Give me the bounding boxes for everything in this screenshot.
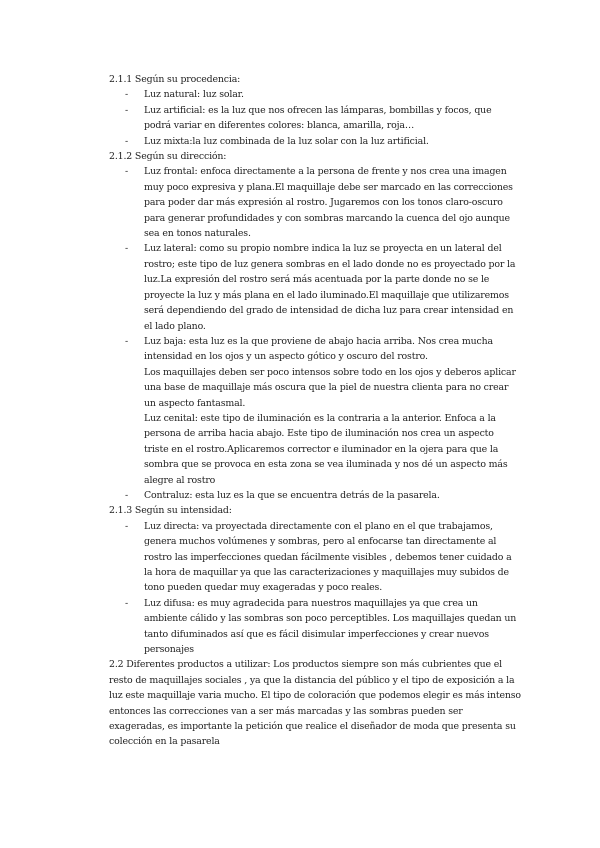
list-item <box>109 519 521 596</box>
list-item <box>109 134 521 149</box>
item-text-continued: Los maquillajes deben ser poco intensos sobre todo en los ojos y deberos aplicar una base de maquillaje más oscura que la piel de nuestra clienta para no crear un aspecto fantasmal. <box>144 366 516 409</box>
list-item <box>109 164 521 241</box>
section-heading-direccion: 2.1.2 Según su dirección: <box>109 151 227 163</box>
item-text: Luz lateral: como su propio nombre indica la luz se proyecta en un lateral del rostro; este tipo de luz genera sombras en el lado donde no es proyectado por la luz.La expresión del rostro será más acentuada por la parte donde no se le proyecte la luz y más plana en el lado iluminado.El maquillaje que utilizaremos será dependiendo del grado de intensidad de dicha luz para crear intensidad en el lado plano. <box>144 243 516 332</box>
item-text: Luz artificial: es la luz que nos ofrecen las lámparas, bombillas y focos, que podrá variar en diferentes colores: blanca, amarilla, roja… <box>144 104 492 132</box>
section-heading-procedencia: 2.1.1 Según su procedencia: <box>109 74 241 85</box>
bullet-dash: - <box>125 489 129 501</box>
item-text: Luz frontal: enfoca directamente a la persona de frente y nos crea una imagen muy poco expresiva y plana.El maquillaje debe ser marcado en las correcciones para poder dar más expresión al rostro. Jugaremos con los tonos claro-oscuro para generar profundidades y con sombras marcando la cuenca del ojo aunque sea en tonos naturales. <box>144 166 513 240</box>
bullet-dash: - <box>125 135 129 147</box>
item-text: Contraluz: esta luz es la que se encuentra detrás de la pasarela. <box>144 489 440 501</box>
item-text: Luz mixta:la luz combinada de la luz solar con la luz artificial. <box>144 135 429 147</box>
bullet-dash: - <box>125 597 129 609</box>
list-intensidad <box>109 519 521 658</box>
list-item <box>109 87 521 102</box>
list-procedencia <box>109 87 521 149</box>
bullet-dash: - <box>125 520 129 532</box>
item-text: Luz baja: esta luz es la que proviene de abajo hacia arriba. Nos crea mucha intensidad en los ojos y un aspecto gótico y oscuro del rostro. <box>144 335 493 363</box>
list-item <box>109 103 521 134</box>
list-item <box>109 488 521 503</box>
section-heading-intensidad: 2.1.3 Según su intensidad: <box>109 505 232 517</box>
item-text-cenital: Luz cenital: este tipo de iluminación es la contraria a la anterior. Enfoca a la persona de arriba hacia abajo. Este tipo de iluminación nos crea un aspecto triste en el rostro.Aplicaremos corrector e iluminador en la ojera para que la sombra que se provoca en esta zona se vea iluminada y nos dé un aspecto más alegre al rostro <box>144 412 508 486</box>
item-text: Luz difusa: es muy agradecida para nuestros maquillajes ya que crea un ambiente cálido y las sombras son poco perceptibles. Los maquillajes quedan un tanto difuminados así que es fácil disimular imperfecciones y crear nuevos personajes <box>144 597 517 656</box>
bullet-dash: - <box>125 335 129 347</box>
bullet-dash: - <box>125 89 129 101</box>
bullet-dash: - <box>125 104 129 116</box>
bullet-dash: - <box>125 243 129 255</box>
list-item <box>109 334 521 488</box>
item-text: Luz directa: va proyectada directamente con el plano en el que trabajamos, genera muchos volúmenes y sombras, pero al enfocarse tan directamente al rostro las imperfecciones quedan fácilmente visibles , debemos tener cuidado a la hora de maquillar ya que las caracterizaciones y maquillajes muy subidos de tono pueden quedar muy exageradas y poco reales. <box>144 520 512 594</box>
closing-paragraph: 2.2 Diferentes productos a utilizar: Los productos siempre son más cubrientes que el resto de maquillajes sociales , ya que la distancia del público y el tipo de exposición a la luz este maquillaje varia mucho. El tipo de coloración que podemos elegir es más intenso entonces las correcciones van a ser más marcadas y las sombras pueden ser exageradas, es importante la petición que realice el diseñador de moda que presenta su colección en la pasarela <box>109 659 521 748</box>
item-text: Luz natural: luz solar. <box>144 89 244 101</box>
list-item <box>109 596 521 658</box>
list-item <box>109 241 521 333</box>
document-page <box>109 72 521 750</box>
list-direccion <box>109 164 521 503</box>
bullet-dash: - <box>125 166 129 178</box>
